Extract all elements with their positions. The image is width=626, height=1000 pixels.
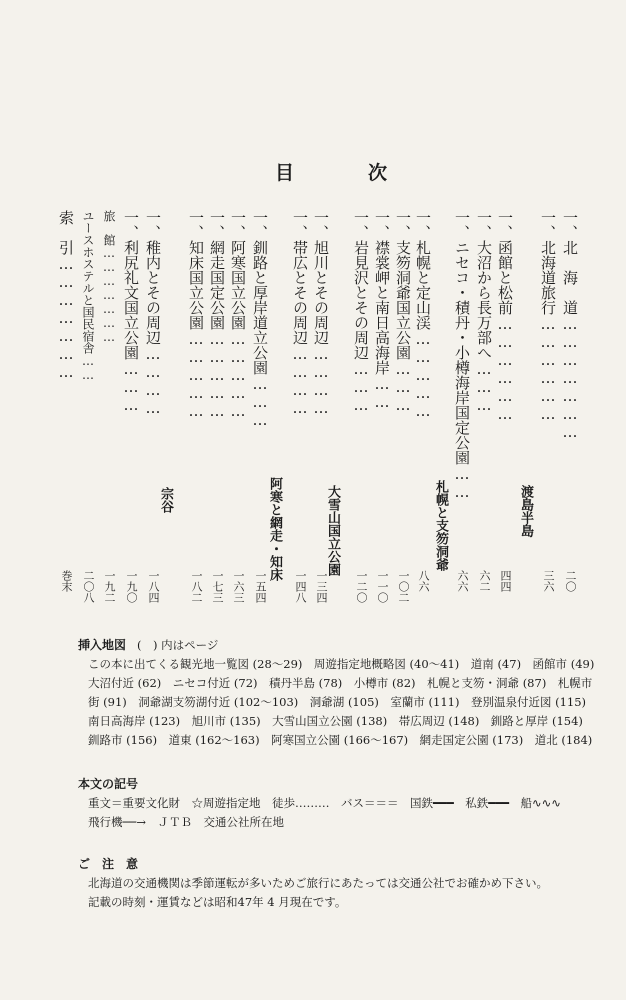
toc-entry: 一、北 海 道………………… — [561, 210, 579, 441]
toc-page-number: 一二〇 — [355, 570, 368, 603]
symbols-line2: 飛行機──→ ＪＴＢ 交通公社所在地 — [88, 815, 284, 829]
toc-entry: 一、岩見沢とその周辺……… — [352, 210, 370, 414]
toc-entry: 一、札幌と定山渓…………… — [414, 210, 432, 420]
toc-entry: 一、旭川とその周辺………… — [312, 210, 330, 417]
maps-section — [78, 636, 606, 750]
toc-page-number: 二〇八 — [82, 570, 95, 603]
toc-page-number: 一〇二 — [397, 570, 410, 603]
toc-page-number: 八六 — [417, 570, 430, 592]
toc-title-left: 目 — [275, 162, 295, 184]
section-heading: 渡島半島 — [518, 485, 533, 537]
notice-line1: 北海道の交通機関は季節運転が多いためご旅行にあたっては交通公社でお確かめ下さい。 — [88, 876, 548, 890]
toc-entry: 一、襟裳岬と南日高海岸…… — [373, 210, 391, 411]
toc-entry: 一、函館と松前……………… — [496, 210, 514, 423]
toc-entry: 一、知床国立公園…………… — [187, 210, 205, 420]
section-heading: 阿寒と網走・知床 — [267, 477, 282, 581]
toc-entry: 一、支笏洞爺国立公園……… — [394, 210, 412, 414]
toc-page-number: 一九二 — [103, 570, 116, 603]
symbols-section — [78, 775, 598, 832]
notice-heading: ご 注 意 — [78, 857, 139, 871]
toc-page-number: 二〇 — [564, 570, 577, 592]
toc-entry: ユースホステルと国民宿舎…… — [81, 210, 95, 382]
toc-entry: 一、釧路と厚岸道立公園……… — [251, 210, 269, 429]
symbols-line1: 重文＝重要文化財 ☆周遊指定地 徒歩……… バス＝＝＝ 国鉄━━━ 私鉄━━━ 船∿∿∿ — [88, 796, 561, 810]
toc-entry: 一、北海道旅行……………… — [539, 210, 557, 423]
toc-entry: 旅 館………………… — [102, 210, 116, 344]
toc-entry: 一、ニセコ・積丹・小樽海岸国定公園…… — [453, 210, 471, 501]
toc-title-right: 次 — [368, 162, 388, 184]
toc-page-number: 巻末 — [60, 570, 73, 592]
toc-entry: 一、大沼から長万部へ……… — [475, 210, 493, 414]
toc-entry: 一、利尻礼文国立公園……… — [122, 210, 140, 414]
toc-entry: 一、帯広とその周辺………… — [291, 210, 309, 417]
toc-page-number: 一四八 — [294, 570, 307, 603]
toc-page-number: 一八四 — [147, 570, 160, 603]
maps-note: ( ) 内はページ — [136, 638, 219, 652]
toc-page-number: 一三四 — [315, 570, 328, 603]
section-heading: 札幌と支笏洞爺 — [433, 480, 448, 571]
toc-page-number: 一九〇 — [125, 570, 138, 603]
toc-entry: 一、阿寒国立公園…………… — [229, 210, 247, 420]
toc-page-number: 六六 — [456, 570, 469, 592]
symbols-heading: 本文の記号 — [78, 777, 139, 791]
toc-entry: 索 引………………… — [57, 210, 75, 381]
notice-section — [78, 855, 598, 912]
notice-line2: 記載の時刻・運賃などは昭和47年 4 月現在です。 — [88, 895, 347, 909]
toc-page-number: 一八二 — [190, 570, 203, 603]
toc-page-number: 一一〇 — [376, 570, 389, 603]
section-heading: 宗谷 — [158, 487, 173, 513]
section-heading: 大雪山国立公園 — [325, 485, 340, 576]
toc-entry: 一、稚内とその周辺………… — [144, 210, 162, 417]
toc-page-number: 四四 — [499, 570, 512, 592]
toc-page-number: 三六 — [542, 570, 555, 592]
maps-list: この本に出てくる観光地一覧図 (28〜29) 周遊指定地概略図 (40〜41) 道南 (47) 函館市 (49) 大沼付近 (62) ニセコ付近 (72) 積丹半島 (78) 小樽市 (82) 札幌と支笏・洞爺 (87) 札幌市街 (91) 洞爺湖支笏湖付近 (102〜103) 洞爺湖 (105) 室蘭市 (111) 登別温泉付近図 (115) 南日高海岸 (123) 旭川市 (135) 大雪山国立公園 (138) 帯広周辺 (148) 釧路と厚岸 (154) 釧路市 (156) 道東 (162〜163) 阿寒国立公園 (166〜167) 網走国定公園 (173) 道北 (184) — [88, 657, 606, 747]
toc-page-number: 一七三 — [211, 570, 224, 603]
maps-heading: 挿入地図 — [78, 638, 127, 652]
toc-page-number: 一六三 — [232, 570, 245, 603]
toc-page-number: 六二 — [478, 570, 491, 592]
toc-page-number: 一五四 — [254, 570, 267, 603]
toc-entry: 一、網走国定公園…………… — [208, 210, 226, 420]
